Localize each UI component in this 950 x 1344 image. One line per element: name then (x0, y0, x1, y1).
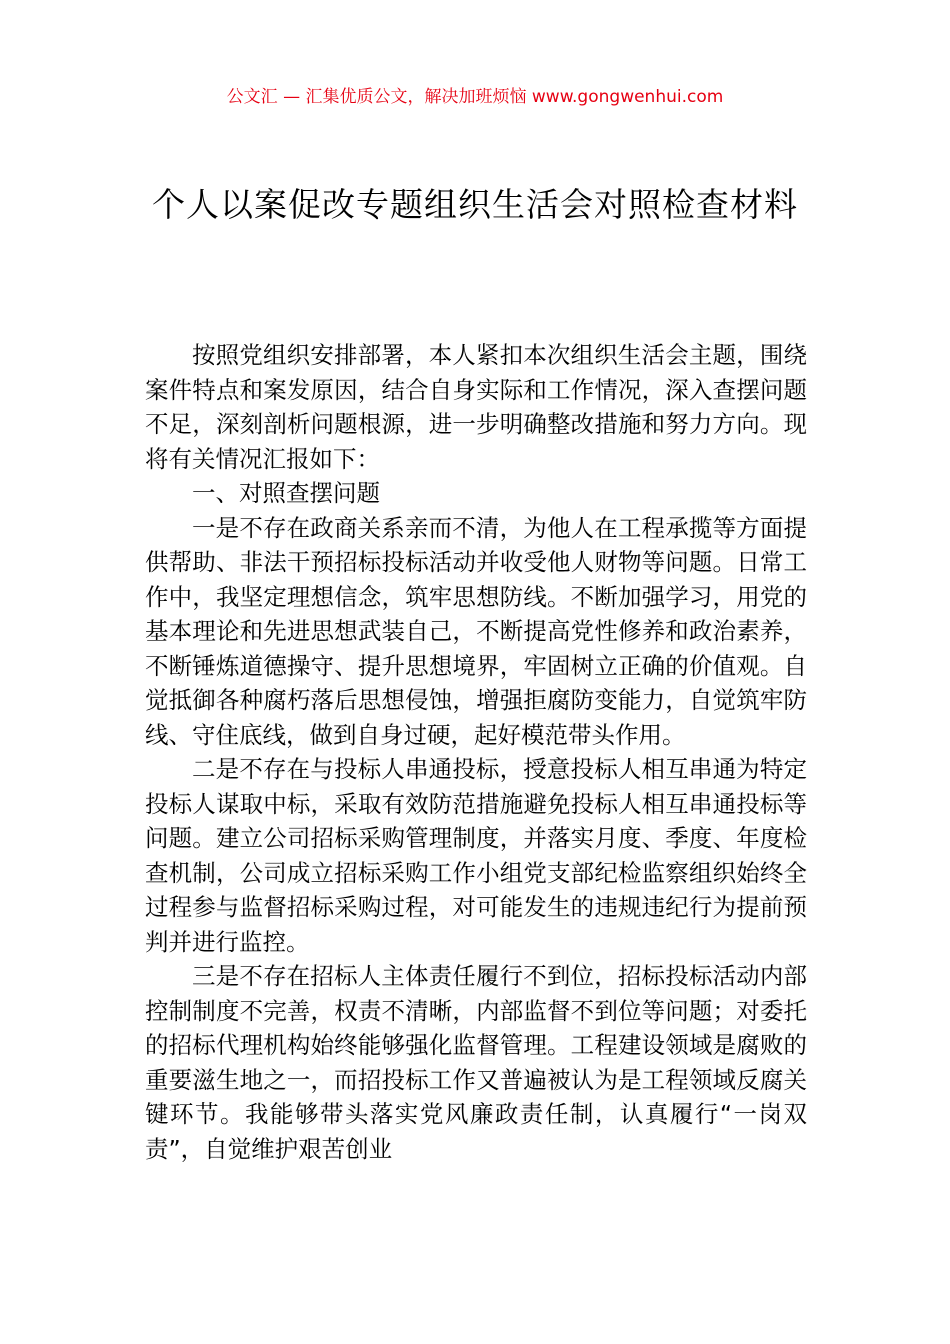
intro-paragraph: 按照党组织安排部署，本人紧扣本次组织生活会主题，围绕案件特点和案发原因，结合自身实际和工作情况，深入查摆问题不足，深刻剖析问题根源，进一步明确整改措施和努力方向。现将有关情况汇报如下： (145, 341, 807, 473)
header-banner: 公文汇 — 汇集优质公文，解决加班烦恼 www.gongwenhui.com (226, 87, 724, 107)
document-title: 个人以案促改专题组织生活会对照检查材料 (152, 185, 798, 224)
body-paragraph-3: 三是不存在招标人主体责任履行不到位，招标投标活动内部控制制度不完善，权责不清晰，内部监督不到位等问题；对委托的招标代理机构始终能够强化监督管理。工程建设领域是腐败的重要滋生地之一，而招投标工作又普遍被认为是工程领域反腐关键环节。我能够带头落实党风廉政责任制，认真履行“一岗双责”，自觉维护艰苦创业 (145, 962, 807, 1163)
body-paragraph-2: 二是不存在与投标人串通投标，授意投标人相互串通为特定投标人谋取中标，采取有效防范措施避免投标人相互串通投标等问题。建立公司招标采购管理制度，并落实月度、季度、年度检查机制，公司成立招标采购工作小组党支部纪检监察组织始终全过程参与监督招标采购过程，对可能发生的违规违纪行为提前预判并进行监控。 (145, 755, 807, 956)
section-heading: 一、对照查摆问题 (192, 479, 380, 507)
document-body (145, 338, 807, 1166)
body-paragraph-1: 一是不存在政商关系亲而不清，为他人在工程承揽等方面提供帮助、非法干预招标投标活动并收受他人财物等问题。日常工作中，我坚定理想信念，筑牢思想防线。不断加强学习，用党的基本理论和先进思想武装自己，不断提高党性修养和政治素养，不断锤炼道德操守、提升思想境界，牢固树立正确的价值观。自觉抵御各种腐朽落后思想侵蚀，增强拒腐防变能力，自觉筑牢防线、守住底线，做到自身过硬，起好模范带头作用。 (145, 513, 807, 749)
